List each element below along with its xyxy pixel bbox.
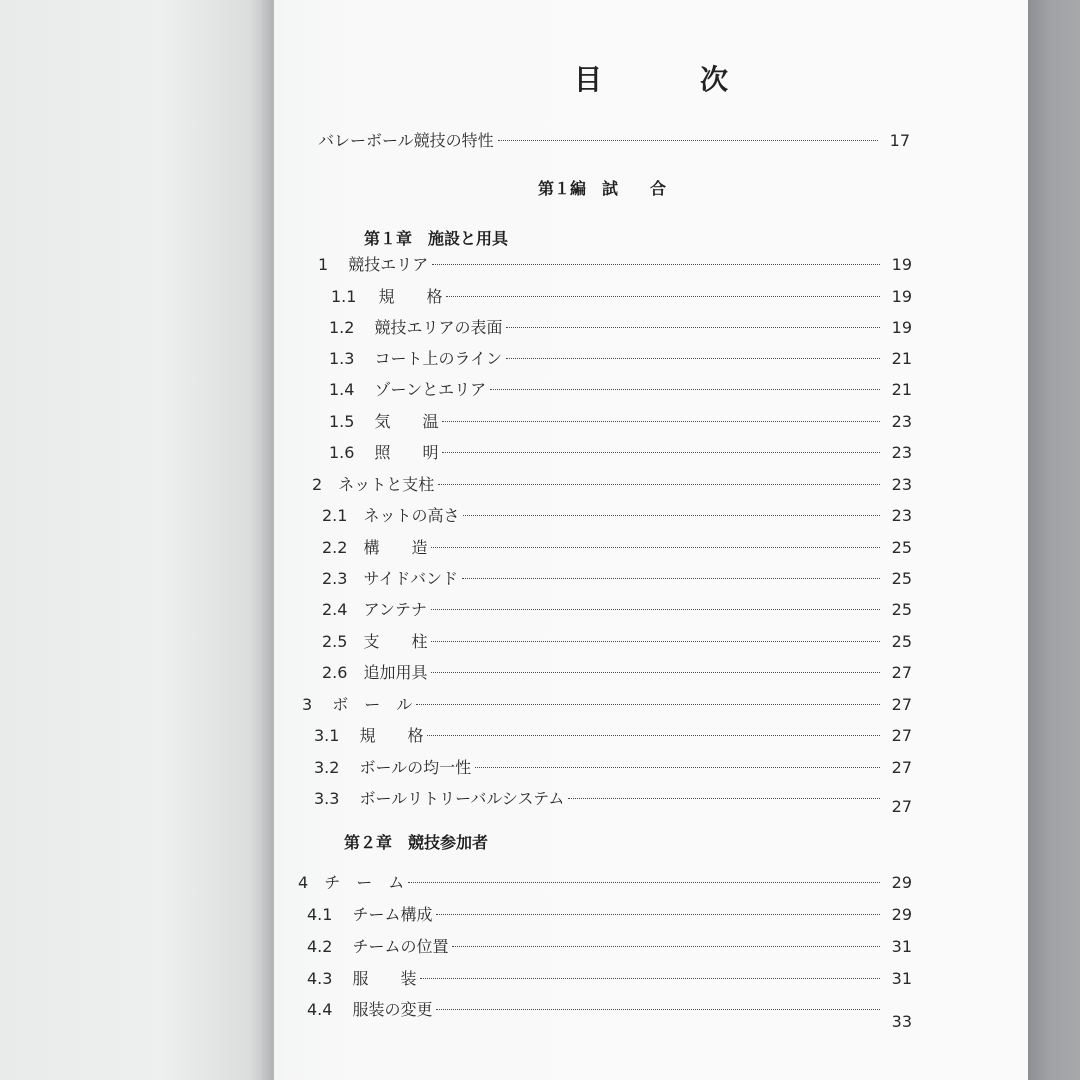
toc-entry[interactable] <box>0 723 1080 747</box>
toc-entry[interactable] <box>0 997 1080 1031</box>
toc-entry[interactable] <box>0 597 1080 621</box>
toc-entry-label: アンテナ <box>363 600 427 619</box>
toc-entry[interactable] <box>0 692 1080 716</box>
toc-entry[interactable] <box>0 315 1080 339</box>
leader-dots <box>431 609 880 610</box>
toc-entry-number: 4.3 <box>307 969 333 988</box>
toc-entry-number: 4 <box>298 873 309 892</box>
toc-entry-page: 27 <box>891 695 912 714</box>
toc-entry-page: 27 <box>891 726 912 745</box>
toc-entry-page: 27 <box>891 758 912 777</box>
toc-entry[interactable] <box>0 284 1080 308</box>
leader-dots <box>506 327 880 328</box>
toc-entry-number: 3.3 <box>314 789 340 808</box>
chapter-heading-1: 第１章 施設と用具 <box>364 229 509 248</box>
toc-entry-label: ボールの均一性 <box>359 758 472 777</box>
toc-entry-page: 21 <box>891 380 912 399</box>
toc-entry[interactable] <box>0 377 1080 401</box>
toc-entry-page: 25 <box>891 569 912 588</box>
toc-entry-number: 1.5 <box>329 412 355 431</box>
toc-entry[interactable] <box>0 660 1080 684</box>
leader-dots <box>490 389 880 390</box>
toc-entry-page: 23 <box>891 506 912 525</box>
toc-entry[interactable] <box>0 503 1080 527</box>
toc-entry[interactable] <box>0 786 1080 816</box>
toc-entry[interactable] <box>0 566 1080 590</box>
toc-entry-label: チームの位置 <box>352 937 449 956</box>
leader-dots <box>436 914 880 915</box>
title-char-1: 目 <box>573 63 604 96</box>
toc-entry-label: チ ー ム <box>324 873 405 892</box>
leader-dots <box>427 735 880 736</box>
leader-dots <box>446 296 880 297</box>
toc-entry[interactable] <box>0 755 1080 779</box>
leader-dots <box>442 452 880 453</box>
toc-entry-number: 1.2 <box>329 318 355 337</box>
leader-dots <box>498 140 878 141</box>
toc-entry-page: 31 <box>891 937 912 956</box>
toc-entry-number: 2.2 <box>322 538 348 557</box>
toc-entry-number: 3.1 <box>314 726 340 745</box>
toc-entry-page: 33 <box>891 1012 912 1031</box>
chapter-heading-2: 第２章 競技参加者 <box>344 833 489 852</box>
toc-entry-number: 2.4 <box>322 600 348 619</box>
toc-entry[interactable] <box>0 252 1080 276</box>
leader-dots <box>408 882 880 883</box>
toc-entry-number: 4.2 <box>307 937 333 956</box>
toc-entry-label: 規 格 <box>359 726 424 745</box>
toc-entry-label: コート上のライン <box>374 349 502 368</box>
toc-entry-label: ゾーンとエリア <box>374 380 487 399</box>
leader-dots <box>436 1009 880 1010</box>
toc-entry-page: 19 <box>891 287 912 306</box>
toc-entry-number: 1.6 <box>329 443 355 462</box>
toc-entry-page: 27 <box>891 797 912 816</box>
toc-entry-intro[interactable] <box>0 128 1080 152</box>
part-heading: 第１編 試 合 <box>538 179 667 198</box>
toc-entry-number: 2.1 <box>322 506 348 525</box>
toc-entry-number: 4.1 <box>307 905 333 924</box>
toc-entry-page: 23 <box>891 412 912 431</box>
toc-entry[interactable] <box>0 440 1080 464</box>
toc-entry-label: チーム構成 <box>352 905 433 924</box>
toc-entry-page: 23 <box>891 443 912 462</box>
toc-entry-page: 29 <box>891 873 912 892</box>
toc-entry-label: 競技エリア <box>348 255 429 274</box>
toc-entry-label: 追加用具 <box>363 663 428 682</box>
toc-entry-page: 25 <box>891 600 912 619</box>
toc-entry-number: 2.3 <box>322 569 348 588</box>
toc-entry-label: ボ ー ル <box>332 695 413 714</box>
leader-dots <box>431 547 880 548</box>
toc-entry-number: 1 <box>318 255 329 274</box>
toc-entry-page: 19 <box>891 318 912 337</box>
toc-entry-number: 1.3 <box>329 349 355 368</box>
toc-entry-number: 3 <box>302 695 313 714</box>
toc-entry[interactable] <box>0 902 1080 926</box>
toc-entry[interactable] <box>0 870 1080 894</box>
toc-entry[interactable] <box>0 934 1080 958</box>
toc-entry-label: 構 造 <box>363 538 428 557</box>
toc-entry-page: 29 <box>891 905 912 924</box>
toc-entry[interactable] <box>0 409 1080 433</box>
toc-entry-label: 照 明 <box>374 443 439 462</box>
leader-dots <box>506 358 880 359</box>
toc-entry-label: 服装の変更 <box>352 1000 433 1019</box>
toc-entry-label: ボールリトリーバルシステム <box>359 789 565 808</box>
title-char-2: 次 <box>700 63 731 96</box>
toc-entry-label: バレーボール競技の特性 <box>318 131 494 150</box>
leader-dots <box>442 421 880 422</box>
leader-dots <box>568 798 880 799</box>
toc-entry-label: 服 装 <box>352 969 417 988</box>
toc-entry-label: ネットと支柱 <box>338 475 435 494</box>
leader-dots <box>432 264 880 265</box>
leader-dots <box>431 672 880 673</box>
toc-entry[interactable] <box>0 535 1080 559</box>
toc-entry-label: 規 格 <box>378 287 443 306</box>
toc-entry-page: 25 <box>891 632 912 651</box>
leader-dots <box>420 978 880 979</box>
toc-entry-number: 3.2 <box>314 758 340 777</box>
leader-dots <box>462 578 880 579</box>
leader-dots <box>416 704 880 705</box>
toc-entry-label: 競技エリアの表面 <box>374 318 503 337</box>
toc-entry-page: 27 <box>891 663 912 682</box>
toc-entry-label: 気 温 <box>374 412 439 431</box>
toc-entry[interactable] <box>0 346 1080 370</box>
toc-entry[interactable] <box>0 472 1080 496</box>
toc-entry-page: 23 <box>891 475 912 494</box>
toc-entry-page: 25 <box>891 538 912 557</box>
toc-entry-page: 19 <box>891 255 912 274</box>
toc-entry-page: 31 <box>891 969 912 988</box>
toc-entry-number: 2.5 <box>322 632 348 651</box>
leader-dots <box>475 767 880 768</box>
toc-entry-label: ネットの高さ <box>363 506 460 525</box>
toc-entry[interactable] <box>0 629 1080 653</box>
leader-dots <box>452 946 880 947</box>
toc-entry-label: サイドバンド <box>363 569 459 588</box>
toc-entry[interactable] <box>0 966 1080 990</box>
toc-entry-number: 4.4 <box>307 1000 333 1019</box>
toc-entry-number: 2 <box>312 475 323 494</box>
leader-dots <box>438 484 880 485</box>
toc-entry-number: 1.1 <box>331 287 357 306</box>
leader-dots <box>463 515 880 516</box>
toc-entry-page: 21 <box>891 349 912 368</box>
toc-entry-number: 2.6 <box>322 663 348 682</box>
toc-entry-number: 1.4 <box>329 380 355 399</box>
toc-entry-label: 支 柱 <box>363 632 428 651</box>
page-title <box>274 58 1030 98</box>
leader-dots <box>431 641 880 642</box>
toc-entry-page: 17 <box>889 131 910 150</box>
